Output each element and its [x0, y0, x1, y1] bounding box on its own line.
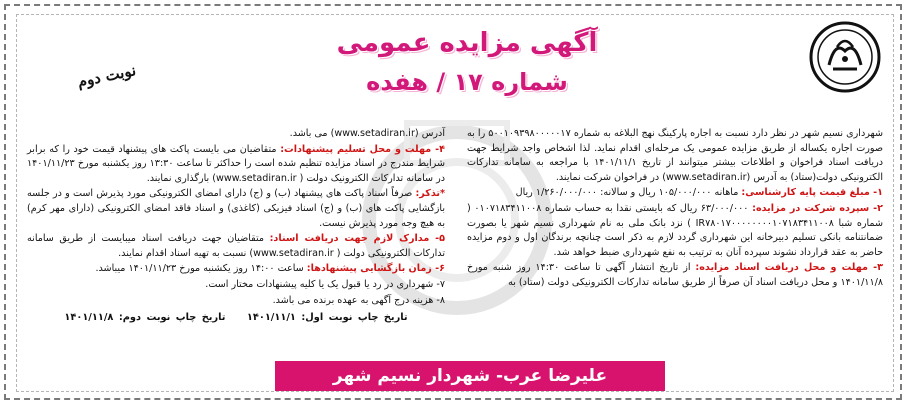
left-text-column [27, 127, 445, 326]
title-block [317, 23, 617, 111]
note-paragraph [27, 187, 445, 231]
address-line: آدرس (www.setadiran.ir) می باشد. [289, 128, 445, 139]
item-deposit-label: ۲- سپرده شرکت در مزایده: [752, 202, 883, 214]
item-proposal-deadline [27, 143, 445, 187]
item-proposal-deadline-label: ۴- مهلت و محل تسلیم پیشنهادات: [280, 143, 445, 155]
item-base-price [467, 186, 883, 201]
item-documents-deadline-text: از تاریخ انتشار آگهی تا ساعت ۱۴:۳۰ روز شنبه مورخ ۱۴۰۱/۱۱/۸ و محل دریافت اسناد آن صرفاً از طریق سامانه تدارکات الکترونیکی دولت (ستاد) به [467, 262, 883, 288]
item-ad-cost: ۸- هزینه درج آگهی به عهده برنده می باشد. [272, 294, 445, 306]
notice-title: آگهی مزایده عمومی [336, 28, 598, 58]
item-opening-time-label: ۶- زمان بازگشایی پیشنهادها: [306, 263, 445, 275]
municipality-seal-icon [809, 21, 881, 93]
item-base-price-label: ۱- مبلغ قیمت پایه کارشناسی: [741, 187, 883, 199]
item-required-documents-text: متقاضیان جهت دریافت اسناد میبایست از طریق سامانه تدارکات الکترونیکی دولت ( www.setadiran.ir) نسبت به تهیه اسناد اقدام نمایند. [27, 233, 445, 259]
notice-frame [4, 4, 902, 400]
item-required-documents [27, 232, 445, 261]
item-opening-time [27, 262, 445, 277]
publication-round-label: نوبت دوم [75, 61, 138, 91]
item-deposit-text: ۶۳/۰۰۰/۰۰۰ ریال که بایستی نقدا به حساب شماره ۰۱۰۷۱۸۳۴۱۱۰۰۸ ( شماره شبا IR۷۸۰۱۷۰۰۰۰۰۰۰۰۱۰۷۱۸۳۴۱۱۰۰۸ ) نزد بانک ملی به نام شهرداری نسیم شهر یا بصورت ضمانتنامه بانکی تسلیم دبیرخانه این شهرداری گردد لازم به ذکر است چنانچه برندگان اول و دوم مزایده حاضر به عقد قرارداد نشوند سپرده آنان به ترتیب به نفع شهرداری ضبط خواهد شد. [467, 202, 883, 258]
note-label: *تذکر: [415, 188, 445, 200]
item-base-price-text: ماهانه ۱۰۵/۰۰۰/۰۰۰ ریال و سالانه: ۱/۲۶۰/۰۰۰/۰۰۰ ریال [515, 187, 739, 199]
item-opening-time-text: ساعت ۱۴:۰۰ روز یکشنبه مورخ ۱۴۰۱/۱۱/۲۳ میباشد. [95, 263, 304, 275]
item-documents-deadline-label: ۳- مهلت و محل دریافت اسناد مزایده: [695, 262, 883, 274]
print-dates [27, 311, 445, 326]
notice-number: شماره ۱۷ / هفده [366, 68, 568, 96]
print-date-first: تاریخ چاپ نوبت اول: ۱۴۰۱/۱۱/۱ [246, 312, 408, 324]
item-proposal-deadline-text: متقاضیان می بایست پاکت های پیشنهاد قیمت خود را که برابر شرایط مندرج در اسناد مزایده تنظیم شده است را حداکثر تا ساعت ۱۳:۳۰ روز یکشنبه مورخ ۱۴۰۱/۱۱/۲۳ در سامانه تدارکات الکترونیک دولت ( www.setadiran.ir) بارگذاری نمایند. [27, 143, 445, 184]
item-documents-deadline [467, 261, 883, 290]
note-text: صرفاً اسناد پاکت های پیشنهاد (ب) و (ج) دارای امضای الکترونیکی مورد پذیرش است و در جلسه بازگشایی پاکت های (ب) و (ج) اسناد فیزیکی (کاغذی) و اسناد فاقد امضای الکترونیکی (دارای مهر کرم) به هیچ وجه مورد پذیرش نیست. [27, 188, 445, 229]
item-rejection-right: ۷- شهرداری در رد یا قبول یک یا کلیه پیشنهادات مختار است. [205, 278, 445, 290]
print-date-second: تاریخ چاپ نوبت دوم: ۱۴۰۱/۱۱/۸ [64, 312, 226, 324]
notice-inner-border [16, 14, 894, 392]
item-deposit [467, 202, 883, 260]
item-required-documents-label: ۵- مدارک لازم جهت دریافت اسناد: [269, 233, 445, 245]
right-text-column [467, 127, 883, 292]
mayor-signature-bar: علیرضا عرب- شهردار نسیم شهر [275, 361, 665, 391]
intro-paragraph: شهرداری نسیم شهر در نظر دارد نسبت به اجاره پارکینگ نهج البلاغه به شماره ۵۰۰۱۰۹۳۹۸۰۰۰۰۰۱۷ را به صورت اجاره یکساله از طریق مزایده عمومی یک مرحله‌ای اقدام نماید. لذا اشخاص واجد شرایط جهت دریافت اسناد فراخوان و اطلاعات بیشتر میتوانند از تاریخ ۱۴۰۱/۱۱/۱ با مراجعه به سامانه تدارکات الکترونیکی دولت(ستاد) به آدرس (www.setadiran.ir) در فراخوان شرکت نمایند. [467, 128, 883, 183]
